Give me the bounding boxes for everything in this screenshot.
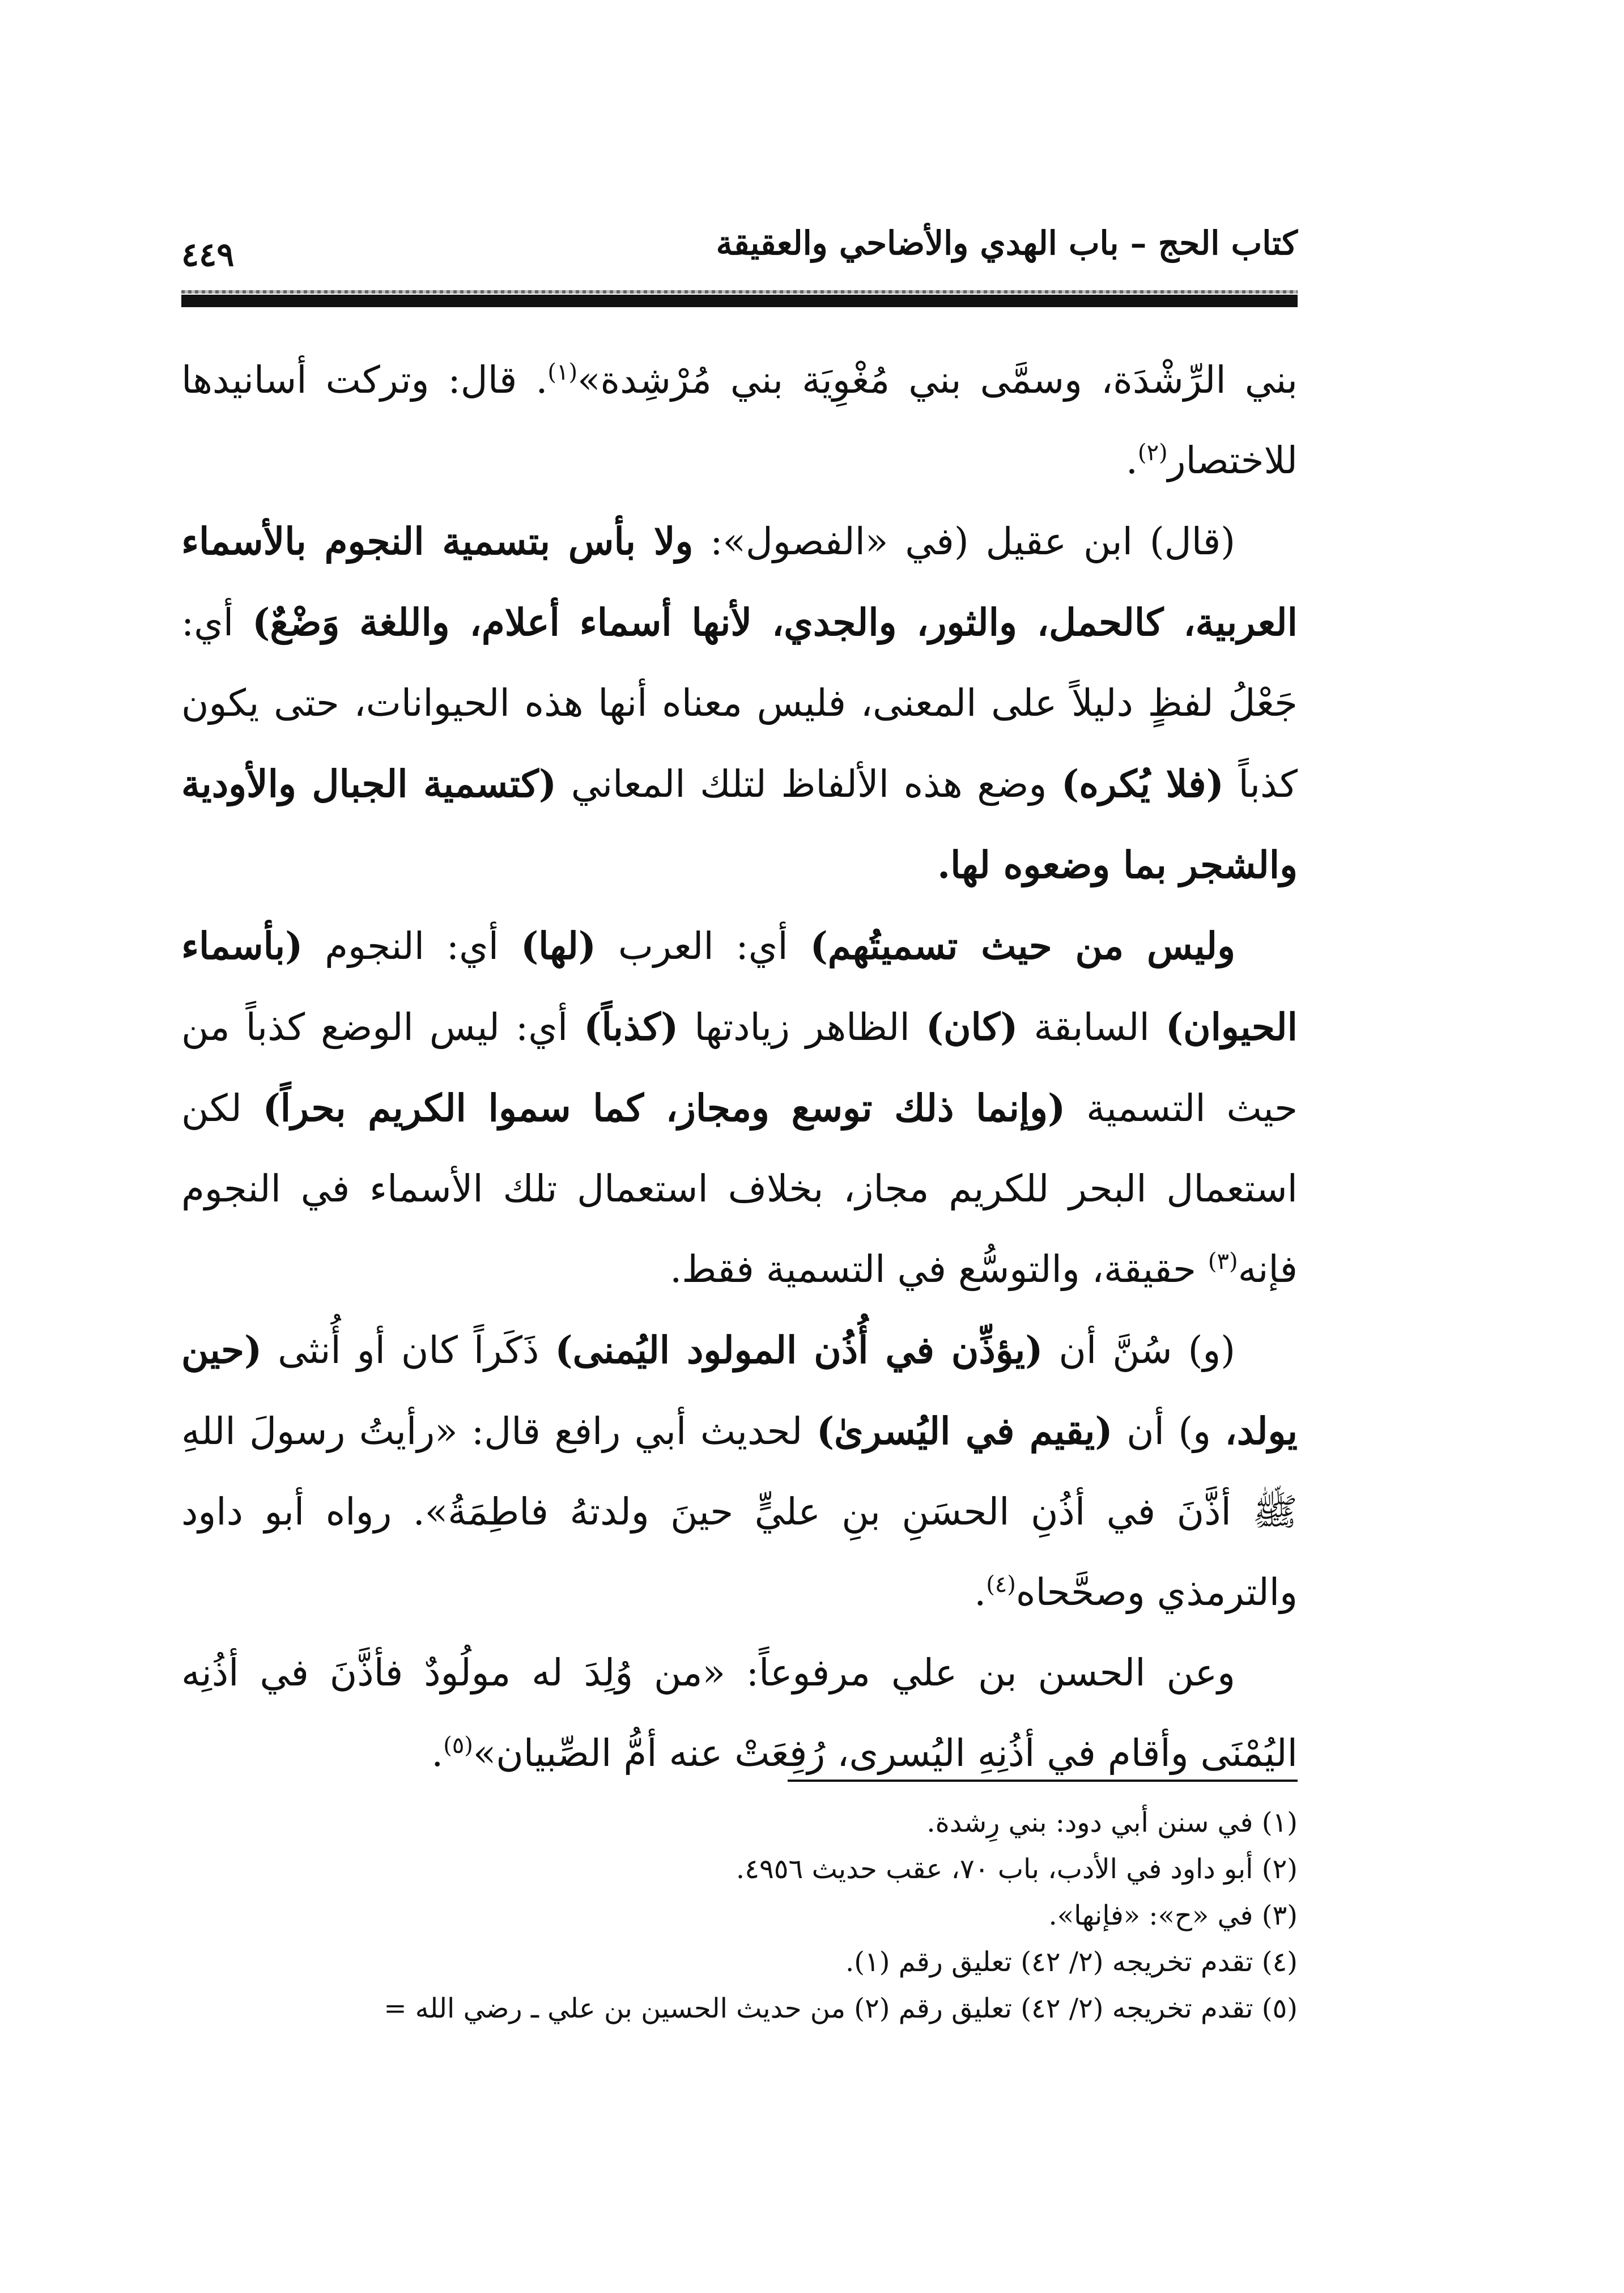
paragraph-3 bbox=[181, 906, 1298, 1310]
footnote-1: (١) في سنن أبي دود: بني رِشدة. bbox=[926, 1807, 1298, 1838]
text-span: السابقة bbox=[1018, 1005, 1166, 1049]
text-span: أي: ليس الوضع كذباً من حيث التسمية bbox=[181, 1005, 1298, 1130]
text-span: أي: جَعْلُ لفظٍ دليلاً على المعنى، فليس معناه أنها هذه الحيوانات، حتى يكون كذباً bbox=[181, 601, 1298, 806]
footnotes bbox=[170, 1799, 1298, 2032]
text-span: (قال) ابن عقيل (في «الفصول»: bbox=[693, 520, 1236, 563]
page-number: ٤٤٩ bbox=[181, 235, 235, 274]
header-rule bbox=[181, 295, 1298, 307]
text-span: حقيقة، والتوسُّع في التسمية فقط. bbox=[670, 1247, 1208, 1291]
text-span: أي: العرب bbox=[596, 924, 810, 968]
footnote-ref: (١) bbox=[547, 359, 578, 385]
matn-text: (لها) bbox=[520, 924, 597, 968]
footnote-ref: (٤) bbox=[986, 1572, 1016, 1598]
text-span: وعن الحسن بن علي مرفوعاً: «من وُلِدَ له مولُودٌ فأذَّنَ في أذُنِه اليُمْنَى وأقام في أذُنِهِ اليُسرى، رُفِعَتْ عنه أمُّ الصِّبيان» bbox=[181, 1651, 1298, 1775]
text-span: . bbox=[974, 1570, 987, 1614]
matn-text: (كذباً) bbox=[584, 1005, 679, 1049]
text-span: و) أن bbox=[1112, 1409, 1225, 1453]
main-text bbox=[181, 340, 1298, 1794]
text-span: . bbox=[431, 1731, 444, 1775]
footnote-3: (٣) في «ح»: «فإنها». bbox=[1048, 1900, 1298, 1931]
footnote-ref: (٣) bbox=[1208, 1249, 1238, 1275]
header-rule-texture bbox=[181, 290, 1298, 294]
paragraph-5 bbox=[181, 1633, 1298, 1794]
matn-text: (كان) bbox=[925, 1005, 1018, 1049]
matn-text: (وإنما ذلك توسع ومجاز، كما سموا الكريم بحراً) bbox=[262, 1086, 1066, 1130]
footnote-ref: (٢) bbox=[1137, 440, 1168, 466]
footnote-2: (٢) أبو داود في الأدب، باب ٧٠، عقب حديث ٤٩٥٦. bbox=[736, 1853, 1298, 1885]
page-header bbox=[181, 224, 1298, 298]
paragraph-1 bbox=[181, 340, 1298, 501]
running-title: كتاب الحج – باب الهدي والأضاحي والعقيقة bbox=[716, 224, 1298, 262]
text-span: . قال: وتركت أسانيدها للاختصار bbox=[181, 358, 1298, 482]
text-span: أي: النجوم bbox=[303, 924, 521, 968]
matn-text: وليس من حيث تسميتُهم) bbox=[810, 924, 1235, 968]
paragraph-2 bbox=[181, 501, 1298, 906]
text-span: (و) سُنَّ أن bbox=[1043, 1328, 1236, 1372]
matn-text: (بأسماء الحيوان) bbox=[181, 924, 1298, 1049]
text-span: . bbox=[1125, 439, 1138, 482]
footnote-ref: (٥) bbox=[443, 1733, 473, 1759]
text-span: ذَكَراً كان أو أُنثى bbox=[262, 1328, 555, 1372]
text-span: وضع هذه الألفاظ لتلك المعاني bbox=[556, 762, 1061, 806]
matn-text: (كتسمية الجبال والأودية والشجر بما وضعوه لها. bbox=[181, 762, 1298, 887]
text-span: لحديث أبي رافع قال: «رأيتُ رسولَ اللهِ ﷺ أذَّنَ في أذُنِ الحسَنِ بنِ عليٍّ حينَ ولدتهُ فاطِمَةُ». رواه أبو داود والترمذي وصحَّحاه bbox=[181, 1409, 1298, 1614]
matn-text: (يؤذِّن في أُذُن المولود اليُمنى) bbox=[555, 1328, 1043, 1372]
text-span: بني الرِّشْدَة، وسمَّى بني مُغْوِيَة بني مُرْشِدة» bbox=[577, 358, 1298, 402]
matn-text: (حين يولد، bbox=[181, 1328, 1298, 1453]
footnote-separator bbox=[788, 1780, 1298, 1782]
matn-text: (يقيم في اليُسرىٰ) bbox=[816, 1409, 1113, 1453]
text-span: الظاهر زيادتها bbox=[678, 1005, 926, 1049]
footnote-5: (٥) تقدم تخريجه (٢/ ٤٢) تعليق رقم (٢) من حديث الحسين بن علي ـ رضي الله = bbox=[384, 1993, 1298, 2024]
matn-text: ولا بأس بتسمية النجوم بالأسماء العربية، كالحمل، والثور، والجدي، لأنها أسماء أعلام، واللغة وَضْعٌ) bbox=[181, 519, 1298, 644]
footnote-4: (٤) تقدم تخريجه (٢/ ٤٢) تعليق رقم (١). bbox=[845, 1946, 1298, 1978]
matn-text: (فلا يُكره) bbox=[1061, 762, 1224, 806]
paragraph-4 bbox=[181, 1310, 1298, 1633]
text-span: لكن استعمال البحر للكريم مجاز، بخلاف استعمال تلك الأسماء في النجوم فإنه bbox=[181, 1086, 1298, 1291]
